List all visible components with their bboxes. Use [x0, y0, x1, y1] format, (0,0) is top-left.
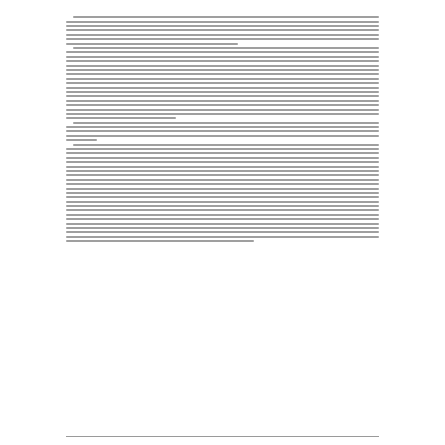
body-text — [66, 16, 379, 242]
text-line-placeholder — [66, 161, 379, 163]
text-line-placeholder — [66, 73, 379, 75]
text-line-placeholder — [66, 157, 379, 159]
text-line-placeholder — [66, 205, 379, 207]
text-line-placeholder — [66, 227, 379, 229]
text-line-placeholder — [66, 43, 238, 45]
text-line-placeholder — [66, 51, 379, 53]
text-line-placeholder — [66, 69, 379, 71]
text-line-placeholder — [66, 148, 379, 150]
text-line-placeholder — [66, 223, 379, 225]
text-line-placeholder — [66, 231, 379, 233]
text-line-placeholder — [66, 25, 379, 27]
text-line-placeholder — [66, 82, 379, 84]
text-line-placeholder — [66, 152, 379, 154]
text-line-placeholder — [66, 87, 379, 89]
text-line-placeholder — [66, 29, 379, 31]
text-line-placeholder — [66, 130, 379, 132]
text-line-placeholder — [66, 135, 379, 137]
text-line-placeholder — [66, 139, 97, 141]
text-line-placeholder — [66, 60, 379, 62]
text-line-placeholder — [73, 144, 379, 146]
paragraph-1-placeholder — [66, 16, 379, 44]
text-line-placeholder — [66, 104, 379, 106]
text-line-placeholder — [66, 126, 379, 128]
text-line-placeholder — [66, 174, 379, 176]
text-line-placeholder — [66, 192, 379, 194]
text-line-placeholder — [66, 201, 379, 203]
text-line-placeholder — [66, 56, 379, 58]
text-line-placeholder — [66, 109, 379, 111]
text-line-placeholder — [66, 196, 379, 198]
text-line-placeholder — [66, 91, 379, 93]
text-line-placeholder — [66, 95, 379, 97]
text-line-placeholder — [66, 34, 379, 36]
paragraph-3-placeholder — [66, 122, 379, 142]
text-line-placeholder — [66, 188, 379, 190]
text-line-placeholder — [66, 113, 379, 115]
text-line-placeholder — [66, 65, 379, 67]
text-line-placeholder — [66, 214, 379, 216]
text-line-placeholder — [66, 21, 379, 23]
paragraph-4-placeholder — [66, 144, 379, 243]
text-line-placeholder — [66, 179, 379, 181]
paragraph-2-placeholder — [66, 47, 379, 119]
text-line-placeholder — [66, 236, 379, 238]
text-line-placeholder — [66, 166, 379, 168]
text-line-placeholder — [66, 78, 379, 80]
bottom-rule — [66, 436, 379, 437]
text-line-placeholder — [73, 47, 379, 49]
text-line-placeholder — [66, 209, 379, 211]
text-line-placeholder — [66, 117, 176, 119]
text-line-placeholder — [66, 240, 254, 242]
text-line-placeholder — [66, 218, 379, 220]
text-line-placeholder — [66, 183, 379, 185]
text-line-placeholder — [66, 100, 379, 102]
text-line-placeholder — [66, 170, 379, 172]
text-line-placeholder — [73, 122, 379, 124]
text-line-placeholder — [73, 16, 379, 18]
text-line-placeholder — [66, 38, 379, 40]
